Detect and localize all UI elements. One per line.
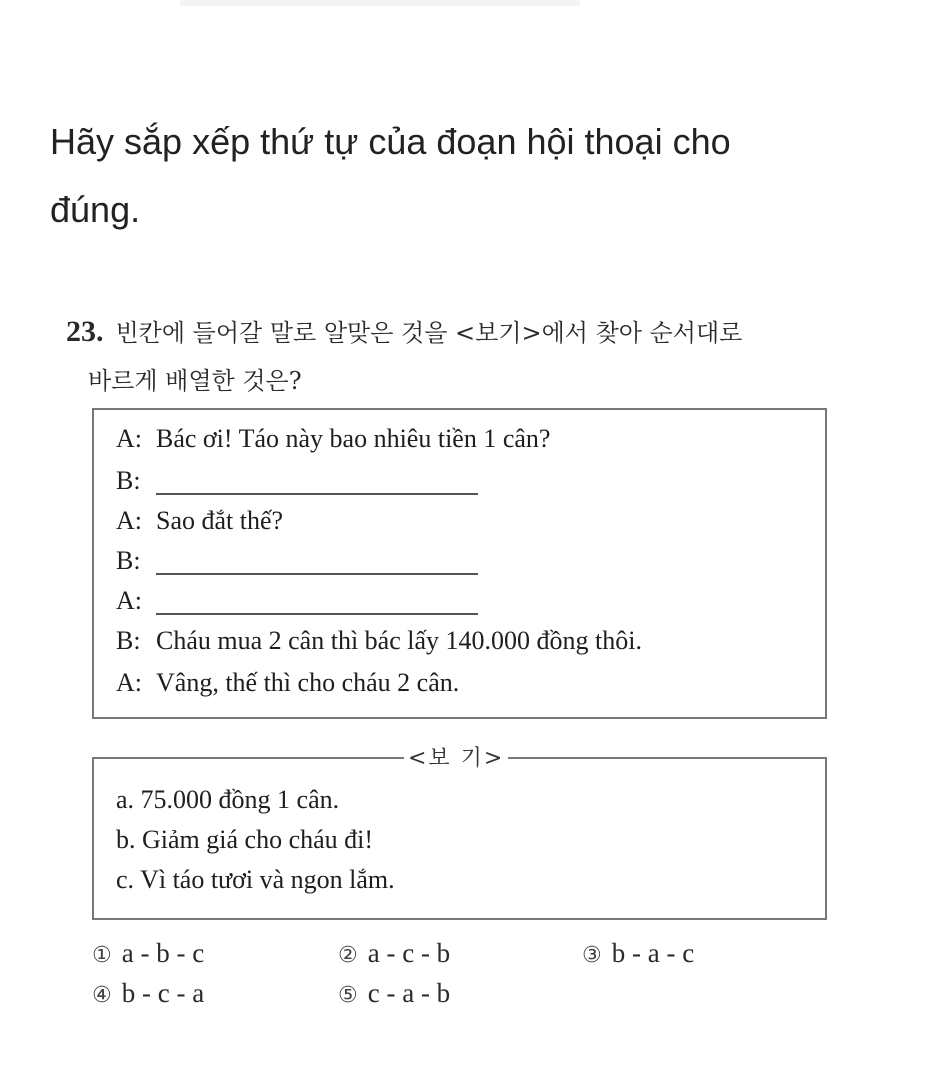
circled-number-icon: ① [92,943,112,968]
dialog-line [116,626,642,656]
cropped-previous-text [180,0,580,6]
circled-number-icon: ④ [92,983,112,1008]
dialog-line [116,466,478,496]
question-number: 23. [66,315,104,348]
dialog-text: Sao đắt thế? [156,506,284,535]
answer-option-2[interactable] [338,938,450,969]
option-label: a - c - b [367,938,451,968]
dialog-line [116,668,459,698]
speaker-label: B: [116,546,141,575]
speaker-label: B: [116,626,141,655]
speaker-label: A: [116,506,142,535]
answer-option-3[interactable] [582,938,694,969]
dialog-text: Vâng, thế thì cho cháu 2 cân. [156,668,460,697]
option-label: b - a - c [611,938,695,968]
option-label: a - b - c [121,938,205,968]
option-label: c - a - b [367,978,451,1008]
dialog-line [116,506,283,536]
option-label: b - c - a [121,978,205,1008]
answer-option-4[interactable] [92,978,204,1009]
dialogue-box [92,408,827,719]
dialog-line [116,586,478,616]
example-item-c: c. Vì táo tươi và ngon lắm. [116,865,395,894]
answer-blank [156,551,478,575]
example-item-a: a. 75.000 đồng 1 cân. [116,785,340,814]
question-line-2: 바르게 배열한 것은? [88,367,302,395]
circled-number-icon: ⑤ [338,983,358,1008]
dialog-line [116,546,478,576]
dialog-text: Cháu mua 2 cân thì bác lấy 140.000 đồng thôi. [156,626,642,655]
speaker-label: A: [116,424,142,453]
answer-option-1[interactable] [92,938,204,969]
examples-box [92,746,827,920]
circled-number-icon: ③ [582,943,602,968]
question-line-1: 빈칸에 들어갈 말로 알맞은 것을 <보기>에서 찾아 순서대로 [115,319,743,347]
speaker-label: B: [116,466,141,495]
example-item-b: b. Giảm giá cho cháu đi! [116,825,374,854]
dialog-text: Bác ơi! Táo này bao nhiêu tiền 1 cân? [156,424,551,453]
instruction-text: Hãy sắp xếp thứ tự của đoạn hội thoại cho đúng. [50,121,731,230]
question-prompt [66,308,846,405]
answer-blank [156,591,478,615]
examples-box-title: <보 기> [404,741,508,772]
circled-number-icon: ② [338,943,358,968]
dialog-line [116,424,550,454]
speaker-label: A: [116,586,142,615]
answer-blank [156,471,478,495]
answer-option-5[interactable] [338,978,450,1009]
speaker-label: A: [116,668,142,697]
